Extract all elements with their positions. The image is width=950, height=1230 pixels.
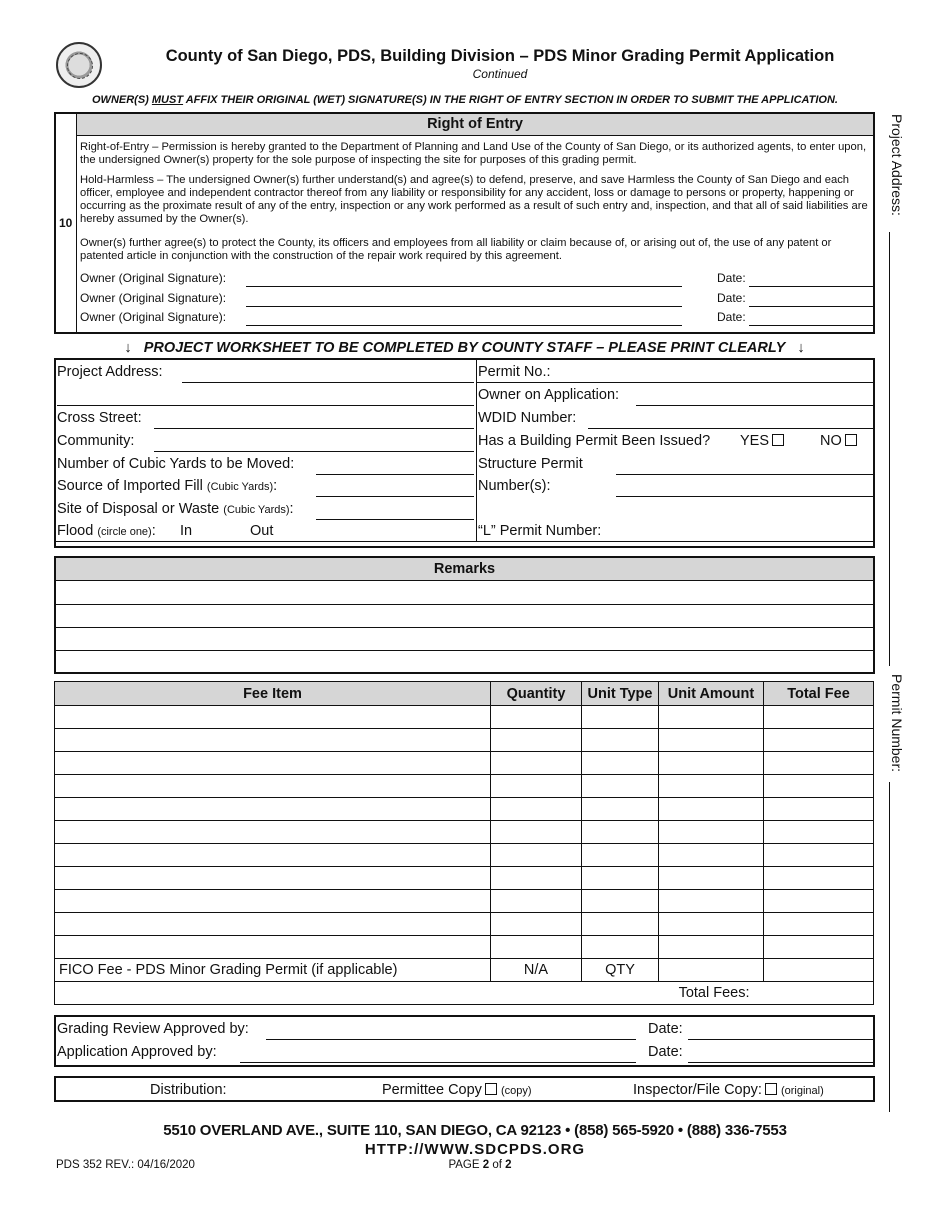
total-fees-field[interactable] <box>764 982 874 1005</box>
form-subtitle: Continued <box>472 67 528 81</box>
grading-review-label: Grading Review Approved by: <box>57 1021 249 1037</box>
side-permit-number-line[interactable] <box>889 782 891 1112</box>
owner-signature-field-3[interactable] <box>246 325 682 326</box>
owner-signature-label-2: Owner (Original Signature): <box>80 291 227 305</box>
fico-fee-unit-type: QTY <box>582 959 659 982</box>
fico-fee-unit-amount[interactable] <box>659 959 764 982</box>
permit-no-label: Permit No.: <box>478 364 551 380</box>
section-number: 10 <box>59 216 73 230</box>
fee-row[interactable] <box>55 798 874 821</box>
project-address-label: Project Address: <box>57 364 163 380</box>
down-arrow-icon: ↓ <box>124 340 132 356</box>
remarks-section <box>54 556 875 674</box>
no-checkbox[interactable]: NO <box>820 433 857 449</box>
l-permit-number-field[interactable] <box>616 541 873 542</box>
wdid-number-field[interactable] <box>588 428 873 429</box>
fico-fee-row <box>55 959 874 982</box>
unit-amount-header: Unit Amount <box>659 682 764 706</box>
fico-fee-total[interactable] <box>764 959 874 982</box>
owner-on-application-label: Owner on Application: <box>478 387 620 403</box>
permittee-copy-checkbox[interactable]: Permittee Copy (copy) <box>382 1082 532 1098</box>
distribution-label: Distribution: <box>150 1082 227 1098</box>
grading-date-field[interactable] <box>688 1039 873 1040</box>
disposal-label: Site of Disposal or Waste (Cubic Yards): <box>57 501 294 517</box>
cross-street-label: Cross Street: <box>57 410 142 426</box>
date-label-1: Date: <box>717 271 746 285</box>
fico-fee-item: FICO Fee - PDS Minor Grading Permit (if applicable) <box>55 959 491 982</box>
right-of-entry-section <box>54 112 875 334</box>
project-worksheet <box>54 358 875 548</box>
fee-item-header: Fee Item <box>55 682 491 706</box>
total-fees-row <box>55 982 874 1005</box>
fee-row[interactable] <box>55 913 874 936</box>
date-field-2[interactable] <box>749 306 873 307</box>
right-of-entry-heading: Right of Entry <box>77 114 873 136</box>
footer-url[interactable]: HTTP://WWW.SDCPDS.ORG <box>364 1141 586 1158</box>
structure-numbers-label: Number(s): <box>478 478 551 494</box>
fee-row[interactable] <box>55 844 874 867</box>
inspector-copy-checkbox[interactable]: Inspector/File Copy: (original) <box>633 1082 824 1098</box>
fico-fee-quantity: N/A <box>491 959 582 982</box>
quantity-header: Quantity <box>491 682 582 706</box>
remarks-line-1[interactable] <box>56 604 873 605</box>
flood-in-option[interactable]: In <box>180 523 193 539</box>
fee-row[interactable] <box>55 821 874 844</box>
signature-notice: OWNER(S) MUST AFFIX THEIR ORIGINAL (WET) SIGNATURE(S) IN THE RIGHT OF ENTRY SECTION IN ORDER TO SUBMIT THE APPLICATION. <box>92 94 838 106</box>
page-number: PAGE 2 of 2 <box>448 1159 512 1171</box>
fee-row[interactable] <box>55 775 874 798</box>
liability-paragraph: Owner(s) further agree(s) to protect the County, its officers and employees from all liability or claim because of, or arising out of, the use of any patent or patented article in conjunction with the construction of the repair work required by this agreement. <box>80 237 832 262</box>
l-permit-number-label: “L” Permit Number: <box>478 523 602 539</box>
approval-section <box>54 1015 875 1067</box>
imported-fill-label: Source of Imported Fill (Cubic Yards): <box>57 478 278 494</box>
owner-on-application-field[interactable] <box>636 405 873 406</box>
fee-table <box>54 681 874 1005</box>
date-label-2: Date: <box>717 291 746 305</box>
structure-permit-field-1[interactable] <box>616 474 873 475</box>
owner-signature-label-1: Owner (Original Signature): <box>80 271 227 285</box>
distribution-section <box>54 1076 875 1102</box>
cross-street-field[interactable] <box>154 428 474 429</box>
total-fee-header: Total Fee <box>764 682 874 706</box>
grading-date-label: Date: <box>648 1021 683 1037</box>
side-permit-number-label: Permit Number: <box>889 674 905 773</box>
application-date-field[interactable] <box>688 1062 873 1063</box>
owner-signature-label-3: Owner (Original Signature): <box>80 310 227 324</box>
community-label: Community: <box>57 433 135 449</box>
date-label-3: Date: <box>717 310 746 324</box>
grading-review-field[interactable] <box>266 1039 636 1040</box>
remarks-heading: Remarks <box>56 558 873 581</box>
county-seal-logo <box>56 42 102 88</box>
side-project-address-label: Project Address: <box>889 114 905 216</box>
side-project-address-line[interactable] <box>889 232 891 666</box>
application-approved-label: Application Approved by: <box>57 1044 217 1060</box>
owner-signature-field-2[interactable] <box>246 306 682 307</box>
owner-signature-field-1[interactable] <box>246 286 682 287</box>
flood-out-option[interactable]: Out <box>250 523 274 539</box>
form-title: County of San Diego, PDS, Building Division – PDS Minor Grading Permit Application <box>165 47 835 65</box>
application-date-label: Date: <box>648 1044 683 1060</box>
unit-type-header: Unit Type <box>582 682 659 706</box>
down-arrow-icon: ↓ <box>797 340 805 356</box>
wdid-number-label: WDID Number: <box>478 410 577 426</box>
building-permit-question: Has a Building Permit Been Issued? <box>478 433 711 449</box>
structure-permit-field-2[interactable] <box>616 496 873 497</box>
worksheet-heading: ↓ PROJECT WORKSHEET TO BE COMPLETED BY COUNTY STAFF – PLEASE PRINT CLEARLY ↓ <box>124 340 805 356</box>
disposal-field[interactable] <box>316 519 474 520</box>
hold-harmless-paragraph: Hold-Harmless – The undersigned Owner(s) further understand(s) and agree(s) to defend, preserve, and save Harmless the County of San Diego and each officer, employee and independent contractor thereof from any liability or responsibility for any accident, loss or damage to persons or property, happening or occurring as the proximate result of any of the entry, inspection or any work performed as a result of such entry and, inspection, and that all of said liabilities are hereby assumed by the Owner(s). <box>80 174 868 225</box>
fee-row[interactable] <box>55 936 874 959</box>
footer-address: 5510 OVERLAND AVE., SUITE 110, SAN DIEGO, CA 92123 • (858) 565-5920 • (888) 336-7553 <box>163 1122 787 1139</box>
remarks-line-2[interactable] <box>56 627 873 628</box>
community-field[interactable] <box>154 451 474 452</box>
structure-permit-label: Structure Permit <box>478 456 583 472</box>
right-of-entry-paragraph: Right-of-Entry – Permission is hereby granted to the Department of Planning and Land Use of the County of San Diego, or its authorized agents, to enter upon, the undersigned Owner(s) property for the sole purpose of inspecting the site for purposes of this grading permit. <box>80 141 867 166</box>
yes-checkbox[interactable]: YES <box>740 433 784 449</box>
application-approved-field[interactable] <box>240 1062 636 1063</box>
fee-row[interactable] <box>55 706 874 729</box>
remarks-line-3[interactable] <box>56 650 873 651</box>
flood-label: Flood (circle one): <box>57 523 156 539</box>
fee-row[interactable] <box>55 890 874 913</box>
fee-row[interactable] <box>55 729 874 752</box>
imported-fill-field[interactable] <box>316 496 474 497</box>
fee-row[interactable] <box>55 752 874 775</box>
cubic-yards-field[interactable] <box>316 474 474 475</box>
project-address-field[interactable] <box>182 382 474 383</box>
date-field-1[interactable] <box>749 286 873 287</box>
fee-row[interactable] <box>55 867 874 890</box>
cubic-yards-label: Number of Cubic Yards to be Moved: <box>57 456 295 472</box>
total-fees-label: Total Fees: <box>55 982 764 1005</box>
form-revision: PDS 352 REV.: 04/16/2020 <box>56 1159 195 1171</box>
date-field-3[interactable] <box>749 325 873 326</box>
project-address-field-2[interactable] <box>57 405 474 406</box>
